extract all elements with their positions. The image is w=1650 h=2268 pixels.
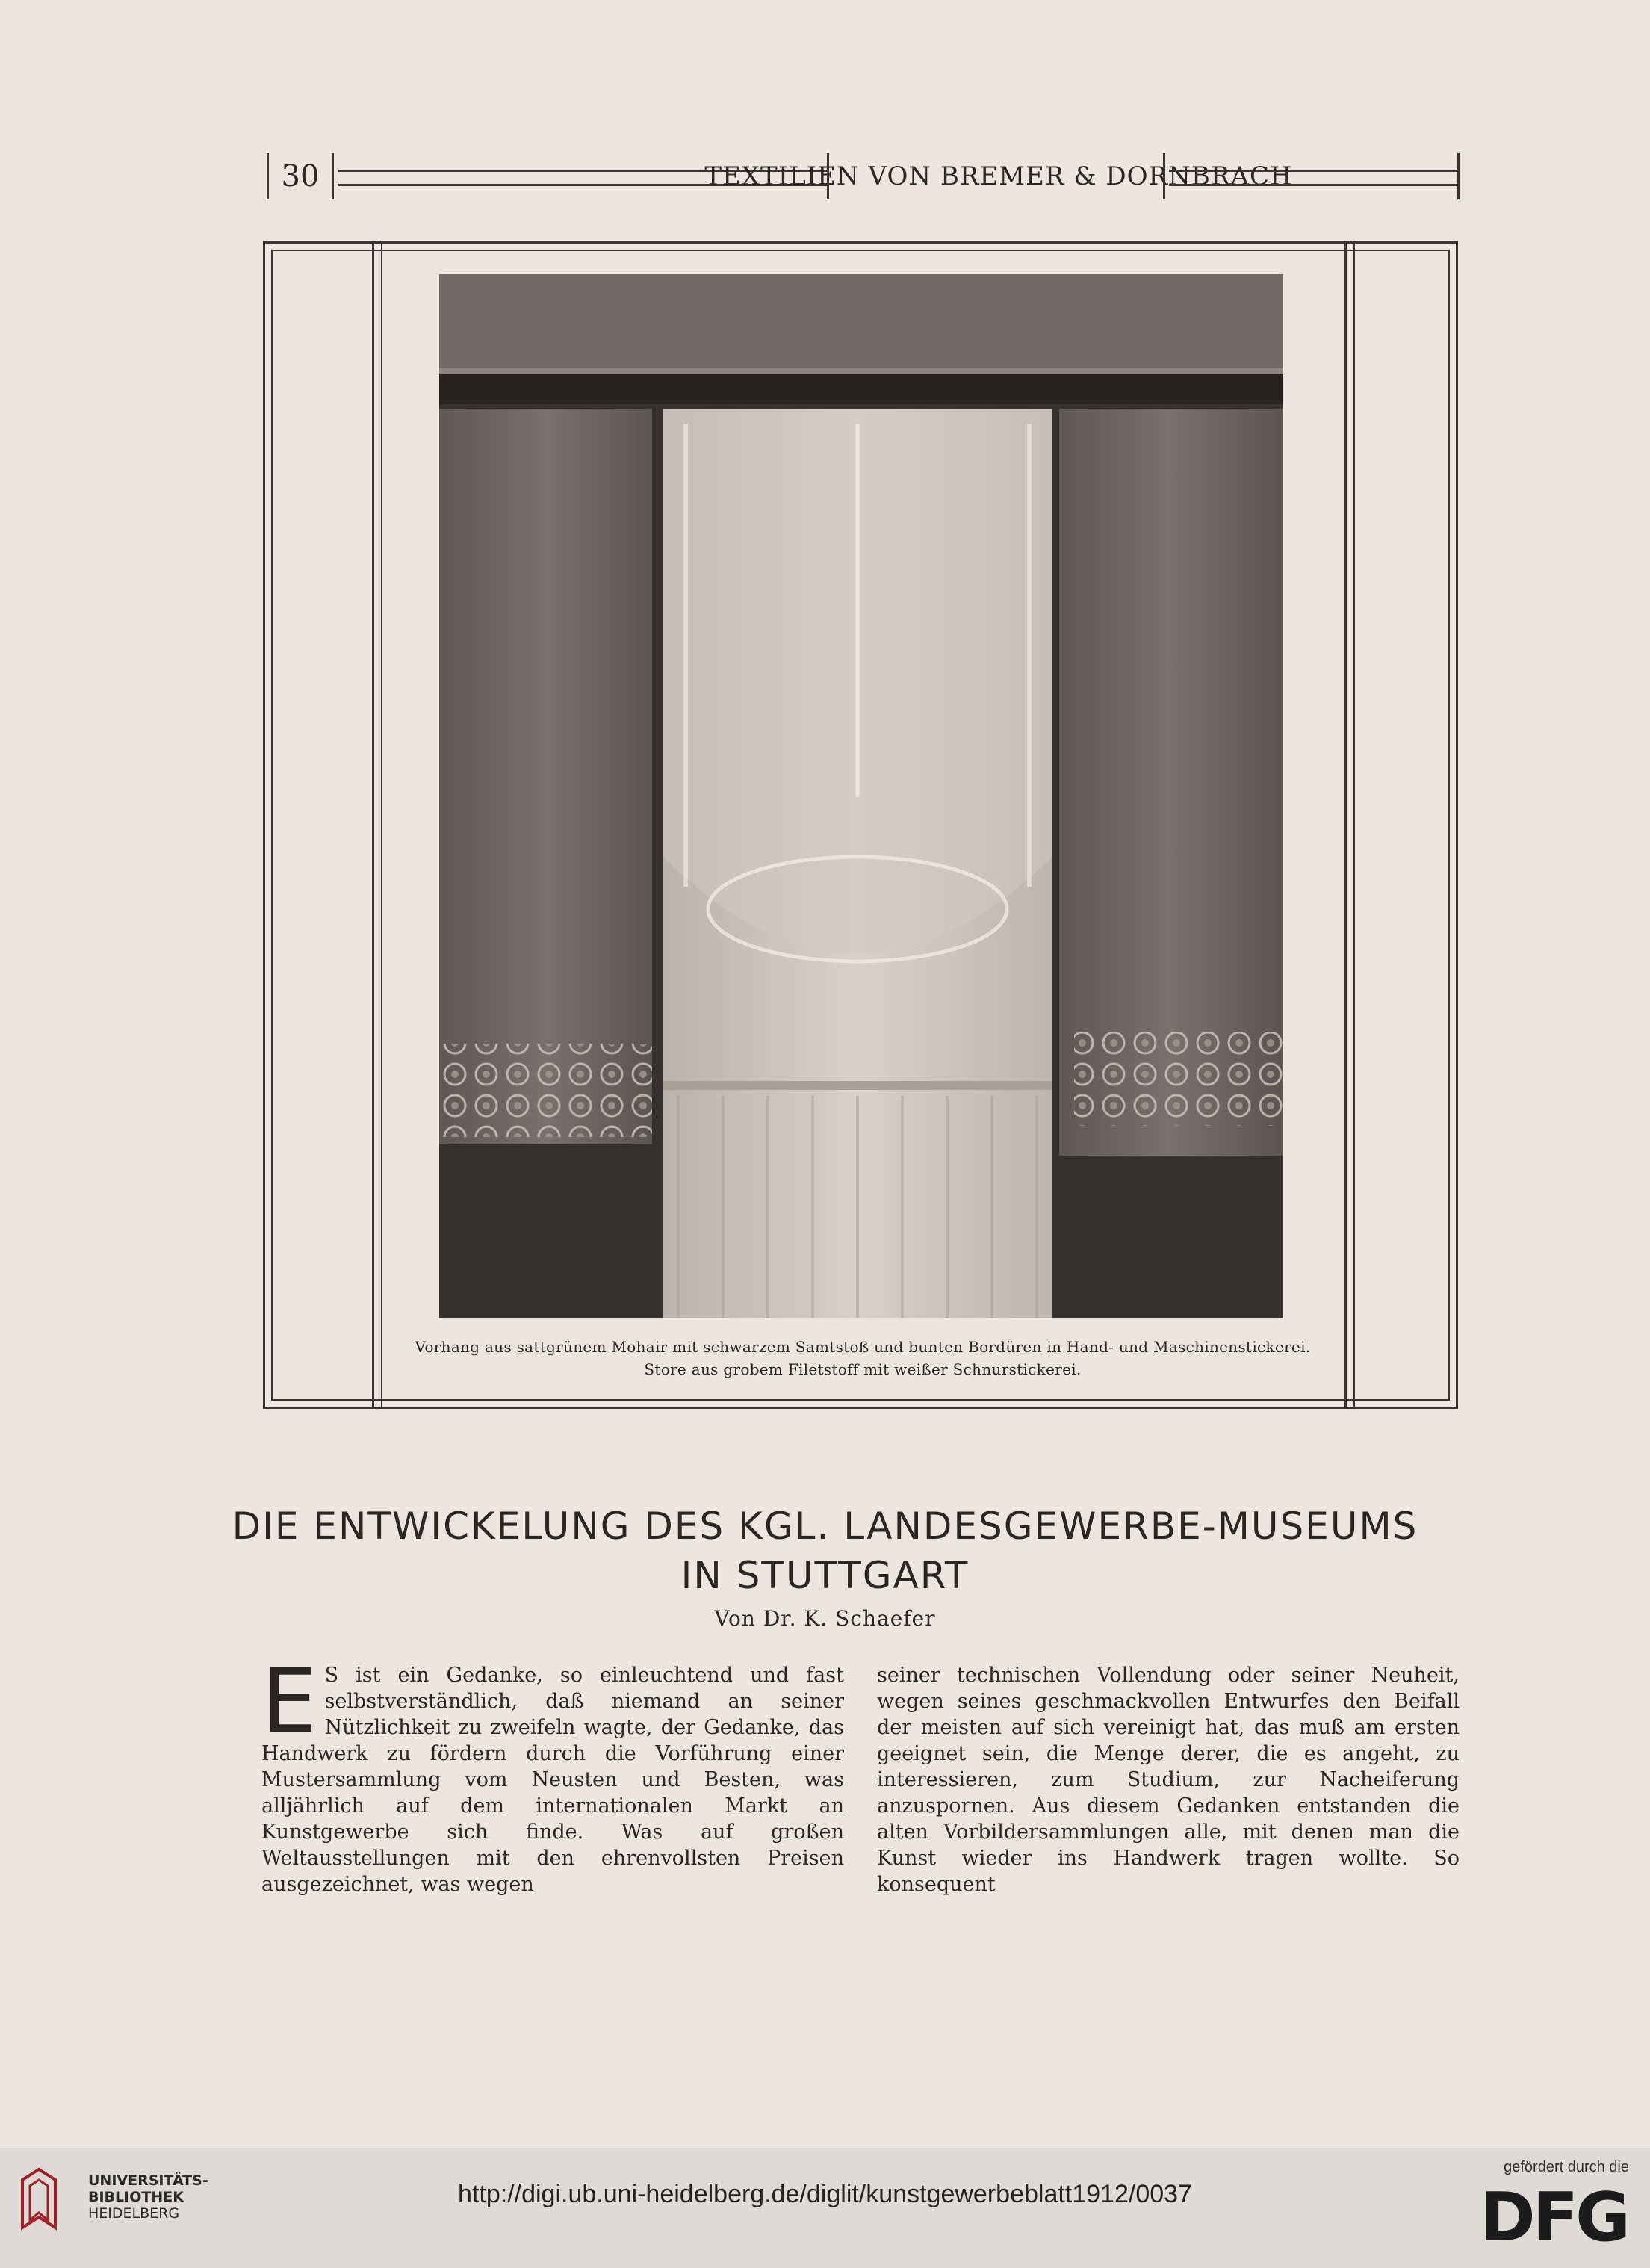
text-column-left <box>261 1649 844 1897</box>
text-column-right <box>877 1662 1460 1897</box>
drop-cap: E <box>261 1649 317 1753</box>
funder-label: gefördert durch die <box>1504 2159 1629 2175</box>
header-divider <box>1457 153 1460 199</box>
dfg-logo: DFG <box>1479 2178 1628 2257</box>
header-divider <box>1163 153 1165 199</box>
digitization-footer <box>0 2148 1650 2268</box>
library-name-line: BIBLIOTHEK <box>88 2189 184 2205</box>
article-title-line: DIE ENTWICKELUNG DES KGL. LANDESGEWERBE-MUSEUMS <box>232 1505 1418 1548</box>
curtain-photograph <box>439 274 1283 1318</box>
article-title <box>0 1502 1650 1600</box>
body-text: seiner technischen Vollendung oder seiner Neuheit, wegen seines geschmackvollen Entwurfes den Beifall der meisten auf sich vereinigt hat, das muß am ersten geeignet sein, die Menge derer, die es angeht, zu interessieren, zum Studium, zur Nacheiferung anzuspornen. Aus diesem Gedanken entstanden die alten Vorbildersammlungen alle, mit denen man die Kunst wieder ins Handwerk tragen wollte. So konsequent <box>877 1664 1460 1896</box>
caption-line: Vorhang aus sattgrünem Mohair mit schwarzem Samtstoß und bunten Bordüren in Hand- und Maschinenstickerei. <box>415 1338 1311 1356</box>
byline: Von Dr. K. Schaefer <box>714 1606 936 1631</box>
caption-line: Store aus grobem Filetstoff mit weißer Schnurstickerei. <box>644 1360 1082 1378</box>
frame-column-left <box>372 241 382 1409</box>
source-url-link[interactable]: http://digi.ub.uni-heidelberg.de/diglit/kunstgewerbeblatt1912/0037 <box>458 2180 1192 2208</box>
body-text: S ist ein Gedanke, so einleuchtend und fast selbstverständlich, daß niemand an seiner Nützlichkeit zu zweifeln wagte, der Gedanke, das Handwerk zu fördern durch die Vorführung einer Mustersammlung vom Neusten und Besten, was alljährlich auf dem internationalen Markt an Kunstgewerbe sich finde. Was auf großen Weltausstellungen mit den ehrenvollsten Preisen ausgezeichnet, was wegen <box>261 1664 844 1896</box>
library-name-line: HEIDELBERG <box>88 2205 180 2222</box>
page-number: 30 <box>267 153 334 199</box>
running-title: TEXTILIEN VON BREMER & DORNBRACH <box>704 161 1293 191</box>
library-name-line: UNIVERSITÄTS- <box>88 2172 208 2189</box>
article-title-line: IN STUTTGART <box>680 1554 970 1597</box>
header-rule-right <box>1169 170 1460 186</box>
running-header <box>267 153 1460 199</box>
frame-column-right <box>1344 241 1355 1409</box>
figure-caption <box>269 1336 1457 1381</box>
